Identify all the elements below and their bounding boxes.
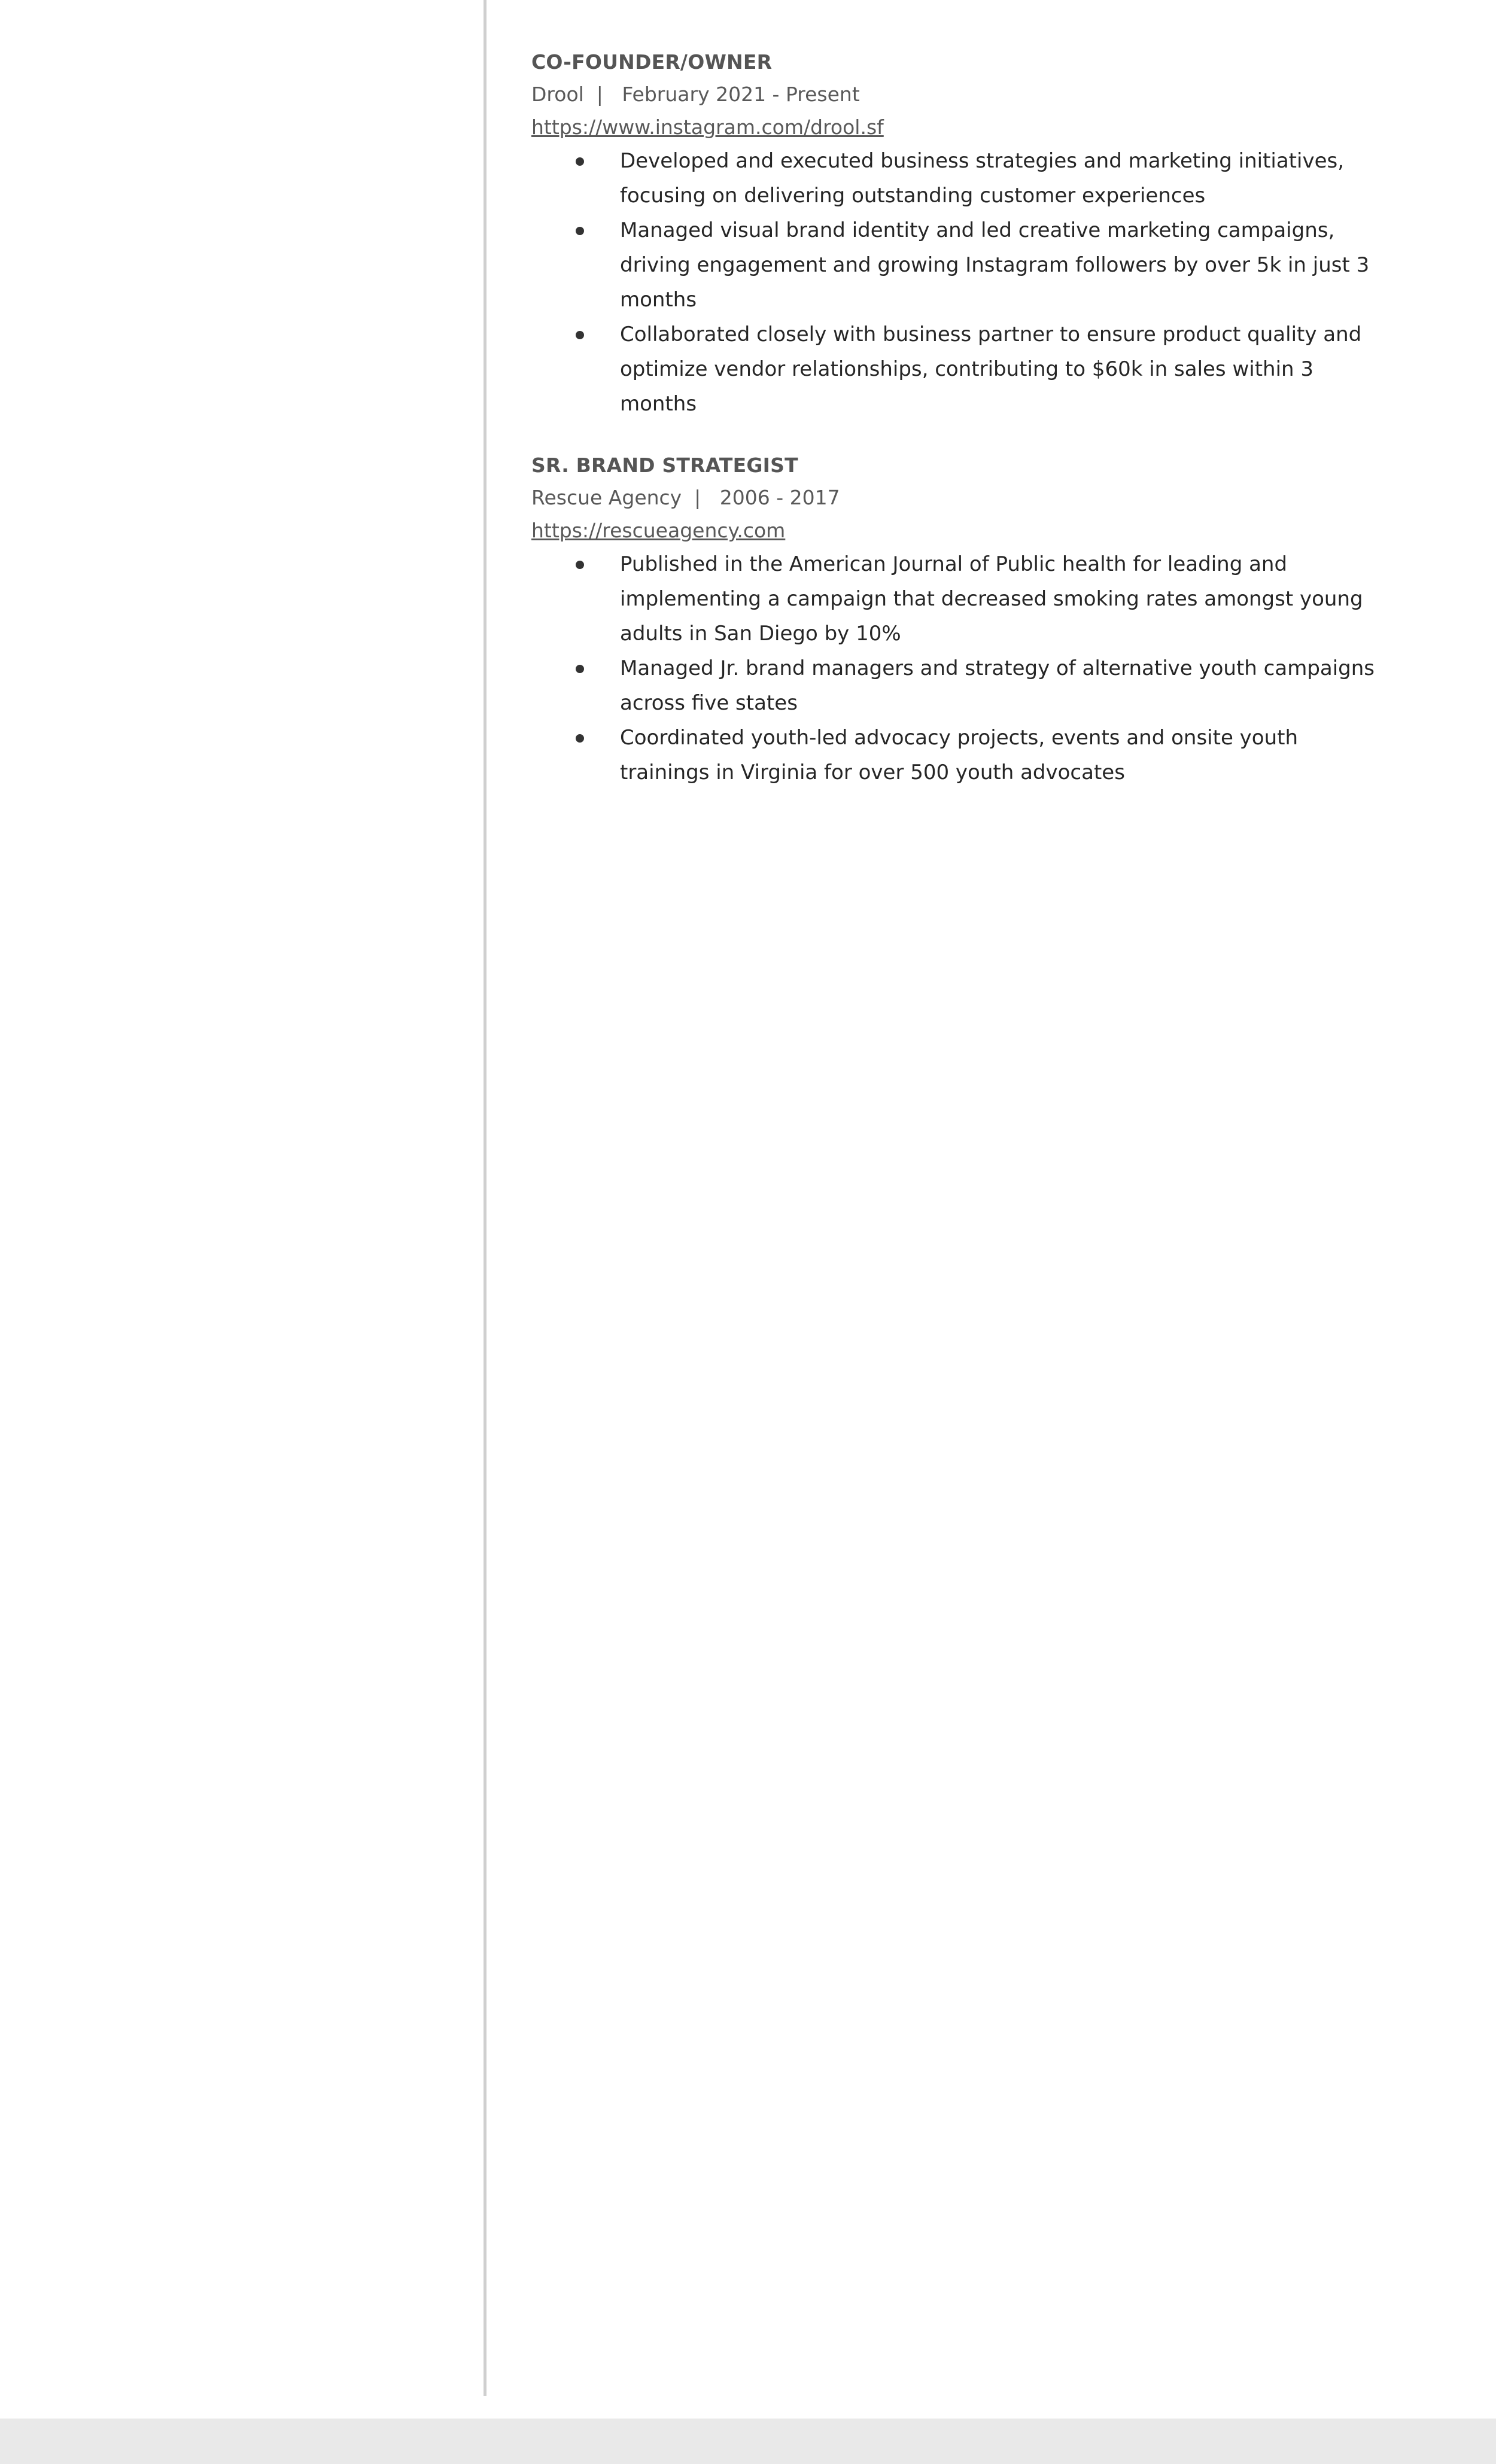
job-bullet-text: Managed visual brand identity and led creative marketing campaigns, driving engagement and growing Instagram followers by over 5k in just 3 months (620, 218, 1370, 312)
job-bullet (531, 144, 1381, 213)
job-bullet-list (531, 547, 1381, 790)
bullet-icon (576, 157, 584, 166)
job-bullet-text: Collaborated closely with business partner to ensure product quality and optimize vendor relationships, contributing to $60k in sales within 3 months (620, 323, 1362, 416)
job-bullet (531, 213, 1381, 317)
job-title: SR. BRAND STRATEGIST (531, 454, 798, 477)
job-company-dates: Drool | February 2021 - Present (531, 83, 860, 106)
job-bullet (531, 651, 1381, 720)
bullet-icon (576, 665, 584, 673)
page-gap-background (0, 2419, 1496, 2464)
company-link[interactable]: https://www.instagram.com/drool.sf (531, 115, 884, 139)
job-bullet-text: Managed Jr. brand managers and strategy of alternative youth campaigns across five states (620, 656, 1375, 715)
company-link[interactable]: https://rescueagency.com (531, 519, 786, 542)
job-bullet (531, 547, 1381, 651)
job-bullet-text: Coordinated youth-led advocacy projects, events and onsite youth trainings in Virginia for over 500 youth advocates (620, 726, 1299, 784)
job-bullet (531, 317, 1381, 421)
experience-entry (531, 450, 1381, 790)
job-bullet-list (531, 144, 1381, 421)
bullet-icon (576, 734, 584, 743)
job-bullet-text: Developed and executed business strategies and marketing initiatives, focusing on delivering outstanding customer experiences (620, 149, 1345, 208)
job-bullet (531, 720, 1381, 790)
job-bullet-text: Published in the American Journal of Public health for leading and implementing a campaign that decreased smoking rates amongst young adults in San Diego by 10% (620, 552, 1363, 646)
bullet-icon (576, 227, 584, 235)
bullet-icon (576, 331, 584, 339)
column-divider (484, 0, 486, 2396)
job-title: CO-FOUNDER/OWNER (531, 50, 773, 74)
experience-entry (531, 47, 1381, 421)
bullet-icon (576, 561, 584, 569)
job-company-dates: Rescue Agency | 2006 - 2017 (531, 486, 840, 509)
